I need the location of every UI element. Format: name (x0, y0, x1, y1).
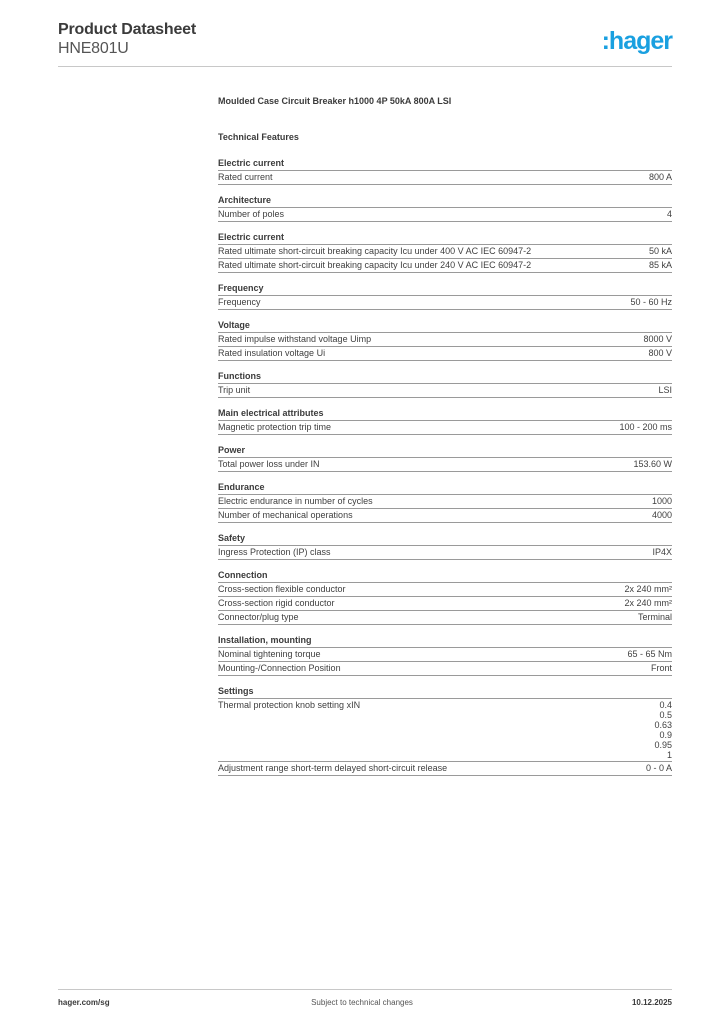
feature-row (218, 762, 672, 776)
feature-label: Rated ultimate short-circuit breaking capacity Icu under 400 V AC IEC 60947-2 (218, 246, 532, 256)
feature-value: 2x 240 mm² (624, 584, 672, 594)
footer-notice: Subject to technical changes (311, 998, 413, 1007)
feature-row (218, 699, 672, 762)
feature-row (218, 648, 672, 662)
feature-label: Rated ultimate short-circuit breaking capacity Icu under 240 V AC IEC 60947-2 (218, 260, 532, 270)
section-title: Settings (218, 686, 672, 699)
feature-row (218, 296, 672, 310)
feature-label: Trip unit (218, 385, 251, 395)
feature-section (218, 320, 672, 361)
feature-value: Front (650, 663, 672, 673)
feature-section (218, 445, 672, 472)
feature-row (218, 208, 672, 222)
footer-divider (58, 989, 672, 990)
feature-row (218, 245, 672, 259)
section-title: Installation, mounting (218, 635, 672, 648)
product-name: Moulded Case Circuit Breaker h1000 4P 50kA 800A LSI (218, 96, 452, 106)
feature-row (218, 384, 672, 398)
header (58, 20, 196, 58)
feature-section (218, 232, 672, 273)
feature-label: Magnetic protection trip time (218, 422, 332, 432)
section-title: Connection (218, 570, 672, 583)
feature-value: 0.4 (659, 700, 672, 710)
feature-value: 8000 V (643, 334, 672, 344)
feature-section (218, 158, 672, 185)
feature-value: 0.9 (659, 730, 672, 740)
feature-value: 0 - 0 A (645, 763, 672, 773)
feature-label: Total power loss under IN (218, 459, 320, 469)
feature-label: Frequency (218, 297, 261, 307)
feature-value: 800 A (648, 172, 672, 182)
feature-value: 1000 (651, 496, 672, 506)
hager-logo: :hager (601, 27, 672, 55)
feature-row (218, 259, 672, 273)
feature-row (218, 509, 672, 523)
feature-label: Cross-section rigid conductor (218, 598, 335, 608)
feature-row (218, 611, 672, 625)
technical-features-heading: Technical Features (218, 132, 299, 142)
feature-sections (218, 158, 672, 776)
feature-label: Rated impulse withstand voltage Uimp (218, 334, 372, 344)
feature-value: 4000 (651, 510, 672, 520)
feature-value: 85 kA (648, 260, 672, 270)
feature-row (218, 546, 672, 560)
feature-label: Rated insulation voltage Ui (218, 348, 326, 358)
section-title: Architecture (218, 195, 672, 208)
section-title: Electric current (218, 158, 672, 171)
section-title: Functions (218, 371, 672, 384)
feature-row (218, 583, 672, 597)
feature-value: IP4X (652, 547, 672, 557)
feature-row (218, 495, 672, 509)
feature-label: Rated current (218, 172, 273, 182)
datasheet-content (218, 96, 672, 786)
feature-row (218, 458, 672, 472)
feature-label: Nominal tightening torque (218, 649, 321, 659)
feature-label: Cross-section flexible conductor (218, 584, 346, 594)
feature-section (218, 635, 672, 676)
feature-section (218, 482, 672, 523)
feature-value: 4 (666, 209, 672, 219)
feature-value: 100 - 200 ms (619, 422, 672, 432)
product-code: HNE801U (58, 40, 129, 57)
section-title: Frequency (218, 283, 672, 296)
feature-section (218, 686, 672, 776)
feature-value: 1 (666, 750, 672, 760)
footer-date: 10.12.2025 (631, 998, 672, 1007)
feature-label: Adjustment range short-term delayed short-circuit release (218, 763, 448, 773)
feature-value: Terminal (637, 612, 672, 622)
footer-website: hager.com/sg (58, 998, 110, 1007)
feature-value: 0.5 (659, 710, 672, 720)
feature-value: 65 - 65 Nm (627, 649, 672, 659)
feature-row (218, 171, 672, 185)
section-title: Power (218, 445, 672, 458)
feature-value-list (654, 700, 672, 760)
section-title: Main electrical attributes (218, 408, 672, 421)
feature-label: Electric endurance in number of cycles (218, 496, 373, 506)
feature-label: Mounting-/Connection Position (218, 663, 341, 673)
page-title: Product Datasheet (58, 21, 196, 38)
feature-value: 0.63 (654, 720, 672, 730)
feature-row (218, 333, 672, 347)
feature-row (218, 421, 672, 435)
section-title: Electric current (218, 232, 672, 245)
feature-label: Number of mechanical operations (218, 510, 353, 520)
feature-value: 50 kA (648, 246, 672, 256)
feature-value: 50 - 60 Hz (630, 297, 672, 307)
section-title: Voltage (218, 320, 672, 333)
feature-label: Connector/plug type (218, 612, 299, 622)
feature-label: Thermal protection knob setting xIN (218, 700, 361, 710)
feature-section (218, 533, 672, 560)
feature-row (218, 597, 672, 611)
feature-value: 2x 240 mm² (624, 598, 672, 608)
feature-row (218, 347, 672, 361)
feature-section (218, 408, 672, 435)
feature-row (218, 662, 672, 676)
feature-label: Ingress Protection (IP) class (218, 547, 331, 557)
feature-value: LSI (658, 385, 672, 395)
feature-label: Number of poles (218, 209, 285, 219)
feature-section (218, 371, 672, 398)
feature-value: 153.60 W (633, 459, 672, 469)
feature-value: 800 V (648, 348, 672, 358)
feature-value: 0.95 (654, 740, 672, 750)
feature-section (218, 195, 672, 222)
feature-section (218, 570, 672, 625)
header-divider (58, 66, 672, 67)
feature-section (218, 283, 672, 310)
section-title: Safety (218, 533, 672, 546)
section-title: Endurance (218, 482, 672, 495)
